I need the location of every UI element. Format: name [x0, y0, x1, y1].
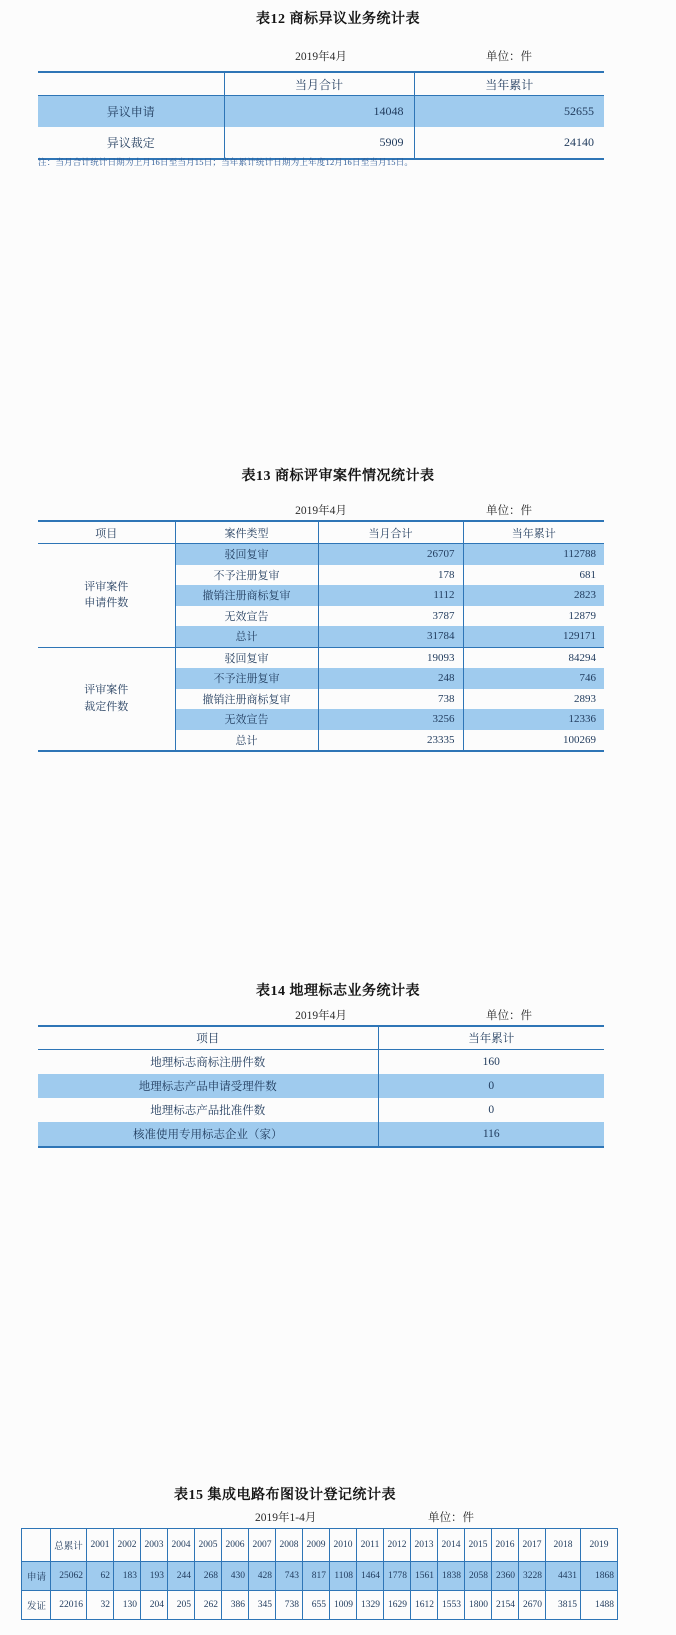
year-value-cell: 1612 — [411, 1591, 438, 1620]
case-type-cell: 驳回复审 — [175, 544, 318, 565]
table-row — [38, 647, 604, 668]
year-value-cell: 205 — [168, 1591, 195, 1620]
month-total-cell: 23335 — [318, 730, 463, 752]
year-value-cell: 268 — [195, 1562, 222, 1591]
table13-unit: 单位：件 — [486, 505, 532, 517]
year-value-cell: 1778 — [384, 1562, 411, 1591]
year-value-cell: 743 — [276, 1562, 303, 1591]
year-value-cell: 3815 — [546, 1591, 581, 1620]
table14-subhead — [38, 1007, 604, 1023]
table13-title: 表13 商标评审案件情况统计表 — [241, 469, 435, 484]
table12 — [38, 71, 604, 160]
month-total-cell: 5909 — [224, 127, 414, 159]
row-label-cell: 地理标志产品批准件数 — [150, 1105, 266, 1117]
year-value-cell: 345 — [249, 1591, 276, 1620]
table13-header-year: 当年累计 — [463, 521, 604, 544]
table13-header-row — [38, 521, 604, 544]
year-total-cell: 2893 — [463, 689, 604, 710]
table14 — [38, 1025, 604, 1148]
total-cell: 22016 — [51, 1591, 87, 1620]
month-total-cell: 14048 — [224, 96, 414, 128]
row-label-cell: 发证 — [22, 1591, 51, 1620]
year-header-cell: 2003 — [141, 1529, 168, 1562]
table12-row-opposition-applications — [38, 96, 604, 128]
year-total-cell: 746 — [463, 668, 604, 689]
table-row — [38, 1098, 604, 1122]
table13-subhead — [38, 502, 604, 518]
year-value-cell: 4431 — [546, 1562, 581, 1591]
year-total-cell: 100269 — [463, 730, 604, 752]
year-value-cell: 430 — [222, 1562, 249, 1591]
table12-row-opposition-rulings — [38, 127, 604, 159]
table14-header-row — [38, 1026, 604, 1050]
year-total-cell: 2823 — [463, 585, 604, 606]
year-header-cell: 2007 — [249, 1529, 276, 1562]
year-header-cell: 2012 — [384, 1529, 411, 1562]
month-total-cell: 738 — [318, 689, 463, 710]
year-header-cell: 2018 — [546, 1529, 581, 1562]
row-label-cell: 地理标志商标注册件数 — [150, 1057, 266, 1069]
table12-title: 表12 商标异议业务统计表 — [256, 12, 420, 27]
table13-header-project: 项目 — [38, 521, 175, 544]
year-total-cell: 12879 — [463, 606, 604, 627]
table14-period: 2019年4月 — [295, 1010, 347, 1022]
year-header-cell: 2019 — [581, 1529, 618, 1562]
year-value-cell: 655 — [303, 1591, 330, 1620]
table12-header-year: 当年累计 — [414, 72, 604, 96]
year-total-cell: 52655 — [414, 96, 604, 128]
year-header-cell: 2014 — [438, 1529, 465, 1562]
table12-footnote: 注：当月合计统计日期为上月16日至当月15日；当年累计统计日期为上年度12月16日至当月15日。 — [38, 157, 414, 167]
year-value-cell: 1868 — [581, 1562, 618, 1591]
year-value-cell: 1464 — [357, 1562, 384, 1591]
year-total-cell: 84294 — [463, 647, 604, 668]
table15-unit: 单位：件 — [428, 1512, 474, 1524]
table12-header-row — [38, 72, 604, 96]
year-header-cell: 2006 — [222, 1529, 249, 1562]
table-row — [38, 1074, 604, 1098]
year-value-cell: 62 — [87, 1562, 114, 1591]
year-total-cell: 160 — [378, 1050, 604, 1075]
table12-header-blank — [38, 72, 224, 96]
year-header-cell: 2009 — [303, 1529, 330, 1562]
table15-header-total: 总累计 — [51, 1529, 87, 1562]
table13 — [38, 520, 604, 752]
year-total-cell: 129171 — [463, 626, 604, 647]
year-total-cell: 0 — [378, 1074, 604, 1098]
month-total-cell: 31784 — [318, 626, 463, 647]
table13-header-month: 当月合计 — [318, 521, 463, 544]
case-type-cell: 总计 — [175, 626, 318, 647]
year-header-cell: 2005 — [195, 1529, 222, 1562]
year-value-cell: 32 — [87, 1591, 114, 1620]
year-value-cell: 1009 — [330, 1591, 357, 1620]
year-value-cell: 193 — [141, 1562, 168, 1591]
table14-header-project: 项目 — [38, 1026, 378, 1050]
month-total-cell: 26707 — [318, 544, 463, 565]
year-value-cell: 817 — [303, 1562, 330, 1591]
year-total-cell: 12336 — [463, 709, 604, 730]
year-value-cell: 1800 — [465, 1591, 492, 1620]
table14-unit: 单位：件 — [486, 1010, 532, 1022]
year-value-cell: 428 — [249, 1562, 276, 1591]
table15-period: 2019年1-4月 — [255, 1512, 317, 1524]
year-total-cell: 116 — [378, 1122, 604, 1147]
table14-title: 表14 地理标志业务统计表 — [256, 984, 420, 999]
year-header-cell: 2001 — [87, 1529, 114, 1562]
year-header-cell: 2013 — [411, 1529, 438, 1562]
case-type-cell: 不予注册复审 — [175, 668, 318, 689]
year-value-cell: 1629 — [384, 1591, 411, 1620]
year-header-cell: 2002 — [114, 1529, 141, 1562]
year-value-cell: 204 — [141, 1591, 168, 1620]
case-type-cell: 不予注册复审 — [175, 565, 318, 586]
table15-corner-cell — [22, 1529, 51, 1562]
month-total-cell: 3787 — [318, 606, 463, 627]
table12-unit: 单位：件 — [486, 51, 532, 63]
case-type-cell: 撤销注册商标复审 — [175, 689, 318, 710]
year-total-cell: 24140 — [414, 127, 604, 159]
year-value-cell: 2154 — [492, 1591, 519, 1620]
group-label-cell-applications — [38, 544, 175, 648]
year-value-cell: 1561 — [411, 1562, 438, 1591]
table15-header-row — [22, 1529, 618, 1562]
year-header-cell: 2004 — [168, 1529, 195, 1562]
year-value-cell: 2058 — [465, 1562, 492, 1591]
year-header-cell: 2011 — [357, 1529, 384, 1562]
year-header-cell: 2010 — [330, 1529, 357, 1562]
year-value-cell: 386 — [222, 1591, 249, 1620]
table12-subhead — [38, 48, 604, 64]
case-type-cell: 驳回复审 — [175, 647, 318, 668]
total-cell: 25062 — [51, 1562, 87, 1591]
year-value-cell: 2360 — [492, 1562, 519, 1591]
year-total-cell: 112788 — [463, 544, 604, 565]
year-value-cell: 244 — [168, 1562, 195, 1591]
table15 — [21, 1528, 618, 1620]
year-value-cell: 2670 — [519, 1591, 546, 1620]
row-label-cell: 异议裁定 — [106, 136, 155, 150]
table-row — [38, 1122, 604, 1147]
group-label-line2: 裁定件数 — [84, 700, 129, 713]
table14-header-year: 当年累计 — [378, 1026, 604, 1050]
group-label-line1: 评审案件 — [84, 580, 129, 593]
table12-header-month: 当月合计 — [224, 72, 414, 96]
row-label-cell: 地理标志产品申请受理件数 — [38, 1074, 378, 1098]
case-type-cell: 无效宣告 — [175, 709, 318, 730]
group-label-line2: 申请件数 — [84, 597, 129, 610]
table12-period: 2019年4月 — [295, 51, 347, 63]
table15-title: 表15 集成电路布图设计登记统计表 — [174, 1488, 396, 1503]
year-total-cell: 681 — [463, 565, 604, 586]
year-value-cell: 1553 — [438, 1591, 465, 1620]
row-label-cell: 申请 — [22, 1562, 51, 1591]
month-total-cell: 178 — [318, 565, 463, 586]
table-row — [38, 1050, 604, 1075]
year-value-cell: 738 — [276, 1591, 303, 1620]
year-value-cell: 183 — [114, 1562, 141, 1591]
case-type-cell: 总计 — [175, 730, 318, 752]
case-type-cell: 撤销注册商标复审 — [175, 585, 318, 606]
case-type-cell: 无效宣告 — [175, 606, 318, 627]
table15-row-certificates — [22, 1591, 618, 1620]
row-label-cell: 异议申请 — [38, 96, 224, 128]
table15-row-applications — [22, 1562, 618, 1591]
year-value-cell: 1108 — [330, 1562, 357, 1591]
row-label-cell: 核准使用专用标志企业（家） — [38, 1122, 378, 1147]
year-value-cell: 262 — [195, 1591, 222, 1620]
year-header-cell: 2016 — [492, 1529, 519, 1562]
table-row — [38, 544, 604, 565]
table13-header-case-type: 案件类型 — [175, 521, 318, 544]
month-total-cell: 1112 — [318, 585, 463, 606]
table13-period: 2019年4月 — [295, 505, 347, 517]
table15-subhead — [21, 1509, 617, 1525]
group-label-line1: 评审案件 — [84, 684, 129, 697]
year-value-cell: 1488 — [581, 1591, 618, 1620]
year-value-cell: 1329 — [357, 1591, 384, 1620]
month-total-cell: 3256 — [318, 709, 463, 730]
year-value-cell: 130 — [114, 1591, 141, 1620]
month-total-cell: 248 — [318, 668, 463, 689]
year-value-cell: 1838 — [438, 1562, 465, 1591]
year-header-cell: 2008 — [276, 1529, 303, 1562]
year-total-cell: 0 — [378, 1098, 604, 1122]
year-header-cell: 2015 — [465, 1529, 492, 1562]
group-label-cell-rulings — [38, 647, 175, 751]
year-value-cell: 3228 — [519, 1562, 546, 1591]
month-total-cell: 19093 — [318, 647, 463, 668]
year-header-cell: 2017 — [519, 1529, 546, 1562]
